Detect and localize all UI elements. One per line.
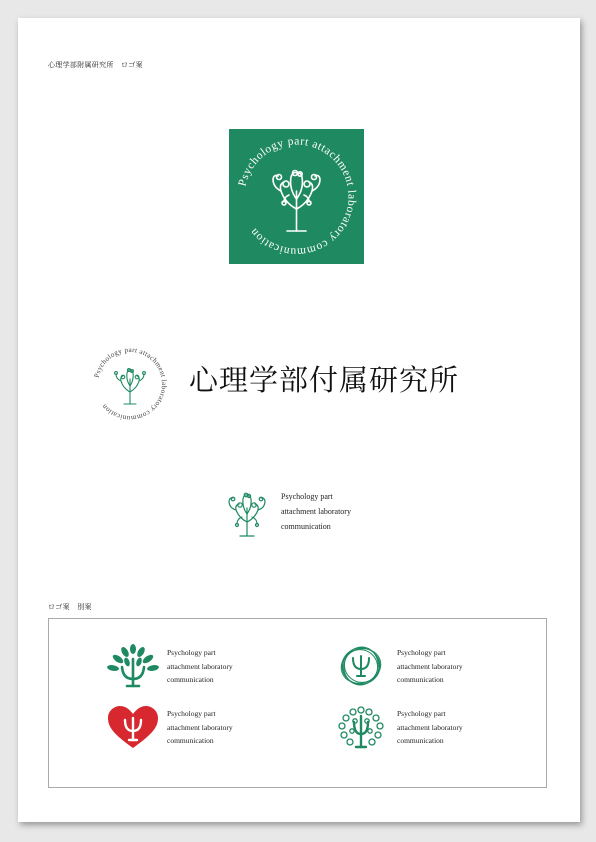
alternate-logos-frame (48, 618, 547, 788)
lockup-line-1: Psychology part (281, 492, 333, 501)
circular-seal-logo (90, 344, 170, 424)
section-title-logo-proposal: 心理学部附属研究所 ロゴ案 (48, 61, 143, 69)
seal-ring-text: Psychology part attachment laboratory communication (92, 345, 169, 423)
alt-a-line-1: Psychology part (167, 648, 216, 657)
horizontal-lockup-text (281, 489, 351, 534)
emblem-ring-text: Psychology part attachment laboratory communication (236, 135, 358, 258)
section-title-alt-proposal: ロゴ案 別案 (48, 603, 92, 611)
document-page (18, 18, 580, 822)
swirl-tree-icon (220, 480, 274, 540)
alt-c-line-3: communication (167, 736, 214, 745)
alt-d-line-1: Psychology part (397, 709, 446, 718)
scribble-circle-psi-icon (335, 643, 391, 689)
lockup-line-3: communication (281, 522, 331, 531)
alt-b-line-3: communication (397, 675, 444, 684)
horizontal-lockup-mark (220, 480, 274, 540)
institute-title-jp: 心理学部付属研究所 (189, 363, 460, 397)
alt-c-line-2: attachment laboratory (167, 722, 233, 732)
green-square-emblem (229, 129, 364, 264)
alt-b-line-2: attachment laboratory (397, 661, 463, 671)
alt-d-line-2: attachment laboratory (397, 722, 463, 732)
alt-a-line-2: attachment laboratory (167, 661, 233, 671)
heart-psi-icon (105, 704, 161, 750)
lockup-line-2: attachment laboratory (281, 507, 351, 516)
alt-d-line-3: communication (397, 736, 444, 745)
alt-b-line-1: Psychology part (397, 648, 446, 657)
swirl-tree-emblem-icon (229, 129, 364, 264)
leaf-tree-psi-icon (105, 643, 161, 689)
tree-seal-icon (90, 344, 170, 424)
alt-c-line-1: Psychology part (167, 709, 216, 718)
alt-a-line-3: communication (167, 675, 214, 684)
swirl-tree-psi-icon (335, 704, 391, 750)
